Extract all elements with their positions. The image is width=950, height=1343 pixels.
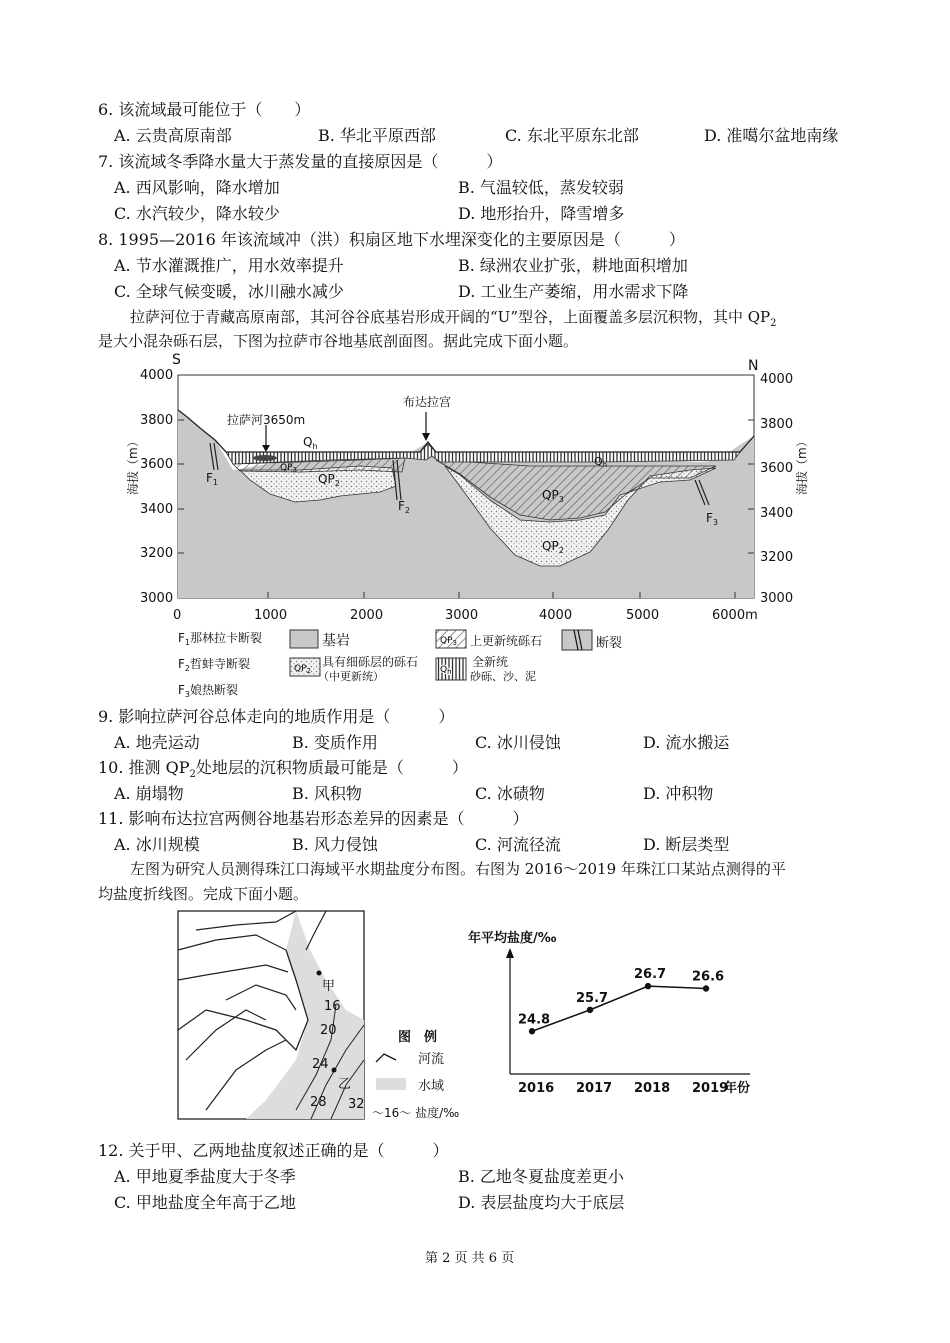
- series-line: [532, 986, 706, 1031]
- q11-option-a: A. 冰川规模: [114, 835, 200, 854]
- y-tick: 3800: [140, 413, 174, 428]
- data-point: [587, 1007, 593, 1013]
- q7-option-d: D. 地形抬升，降雪增多: [458, 204, 625, 223]
- south-label: S: [172, 352, 181, 368]
- q11-option-d: D. 断层类型: [643, 835, 730, 854]
- q7-option-a: A. 西风影响，降水增加: [114, 178, 280, 197]
- label-qp2-left: $QP_2$: [318, 472, 340, 488]
- q8-option-c: C. 全球气候变暖，冰川融水减少: [114, 282, 344, 301]
- salinity-map: [176, 910, 476, 1122]
- x-tick: 4000: [539, 608, 573, 623]
- map-legend-water: 水域: [418, 1079, 445, 1094]
- y-axis-label-right: 海拔（m）: [795, 435, 809, 495]
- map-legend-isoline: ～16～ 盐度/‰: [372, 1106, 460, 1120]
- q10-option-a: A. 崩塌物: [114, 784, 184, 803]
- y-tick-right: 4000: [760, 372, 794, 387]
- label-jia: 甲: [322, 979, 336, 994]
- isoline-20: 20: [320, 1023, 337, 1038]
- x-tick-label: 2018: [634, 1081, 671, 1096]
- q6-option-c: C. 东北平原东北部: [505, 126, 639, 145]
- q12-option-c: C. 甲地盐度全年高于乙地: [114, 1193, 296, 1212]
- label-f3: $F_3$: [706, 511, 718, 527]
- q8-stem: 8. 1995—2016 年该流域冲（洪）积扇区地下水埋深变化的主要原因是（ ）: [98, 230, 685, 249]
- y-tick: 3200: [140, 546, 174, 561]
- legend-qh-line2: 砂砾、沙、泥: [470, 670, 536, 683]
- q8-option-b: B. 绿洲农业扩张，耕地面积增加: [458, 256, 688, 275]
- q12-stem: 12. 关于甲、乙两地盐度叙述正确的是（ ）: [98, 1141, 449, 1160]
- isoline-24: 24: [312, 1057, 329, 1072]
- label-yi: 乙: [338, 1077, 352, 1092]
- x-tick: 1000: [254, 608, 288, 623]
- chart-title: 年平均盐度/‰: [468, 931, 557, 946]
- data-label: 24.8: [518, 1012, 551, 1028]
- q6-option-a: A. 云贵高原南部: [114, 126, 232, 145]
- data-point: [645, 983, 651, 989]
- salinity-line-chart: [460, 920, 800, 1100]
- data-point: [529, 1028, 535, 1034]
- q10-option-c: C. 冰碛物: [475, 784, 545, 803]
- point-jia: [317, 971, 322, 976]
- q8-option-a: A. 节水灌溉推广，用水效率提升: [114, 256, 344, 275]
- point-yi: [332, 1068, 337, 1073]
- y-tick: 3400: [140, 502, 174, 517]
- x-tick: 2000: [350, 608, 384, 623]
- data-label: 25.7: [576, 990, 609, 1006]
- q9-stem: 9. 影响拉萨河谷总体走向的地质作用是（ ）: [98, 707, 455, 726]
- x-tick-label: 2016: [518, 1081, 555, 1096]
- x-tick: 5000: [626, 608, 660, 623]
- legend-f3: $F_3$娘热断裂: [178, 683, 239, 699]
- chart-x-label: 年份: [724, 1081, 751, 1096]
- map-legend-title: 图 例: [398, 1030, 438, 1045]
- label-qp2-right: $QP_2$: [542, 539, 564, 555]
- passage2-line1: 拉萨河位于青藏高原南部，其河谷谷底基岩形成开阔的“U”型谷，上面覆盖多层沉积物，其中 $QP_2$: [130, 308, 777, 329]
- q11-option-c: C. 河流径流: [475, 835, 561, 854]
- legend-qp3: 上更新统砾石: [470, 634, 543, 648]
- map-legend-river: 河流: [418, 1052, 445, 1067]
- svg-text:QP3: $QP_3$: [440, 636, 457, 647]
- q11-option-b: B. 风力侵蚀: [292, 835, 378, 854]
- q12-option-a: A. 甲地夏季盐度大于冬季: [114, 1167, 296, 1186]
- isoline-28: 28: [310, 1095, 327, 1110]
- q6-option-d: D. 准噶尔盆地南缘: [704, 126, 839, 145]
- q9-option-c: C. 冰川侵蚀: [475, 733, 561, 752]
- label-f2: $F_2$: [398, 499, 410, 515]
- q10-stem: 10. 推测 $QP_2$处地层的沉积物质最可能是（ ）: [98, 758, 468, 781]
- x-tick-label: 2019: [692, 1081, 729, 1096]
- y-axis-label: 海拔（m）: [126, 435, 140, 495]
- data-label: 26.7: [634, 967, 667, 983]
- q6-stem: 6. 该流域最可能位于（ ）: [98, 100, 311, 119]
- q9-option-d: D. 流水搬运: [643, 733, 730, 752]
- label-qp3-right: $QP_3$: [542, 488, 564, 504]
- q7-option-b: B. 气温较低，蒸发较弱: [458, 178, 624, 197]
- q9-option-b: B. 变质作用: [292, 733, 378, 752]
- q8-option-d: D. 工业生产萎缩，用水需求下降: [458, 282, 689, 301]
- x-tick-label: 2017: [576, 1081, 613, 1096]
- legend-qp2-line1: 具有细砾层的砾石: [322, 655, 419, 669]
- legend-fault: 断裂: [596, 636, 623, 651]
- svg-text:Qh: $Q_h$: [440, 665, 452, 676]
- north-label: N: [748, 358, 759, 374]
- y-tick-right: 3800: [760, 417, 794, 432]
- q6-option-b: B. 华北平原西部: [318, 126, 436, 145]
- y-tick-right: 3600: [760, 461, 794, 476]
- data-label: 26.6: [692, 969, 725, 985]
- palace-label: 布达拉宫: [403, 395, 452, 409]
- y-tick-right: 3200: [760, 550, 794, 565]
- isoline-16: 16: [324, 999, 341, 1014]
- x-tick: 6000m: [712, 608, 758, 623]
- isoline-32: 32: [348, 1097, 365, 1112]
- legend-bedrock: 基岩: [322, 633, 350, 649]
- q7-stem: 7. 该流域冬季降水量大于蒸发量的直接原因是（ ）: [98, 152, 503, 171]
- y-tick: 4000: [140, 368, 174, 383]
- q9-option-a: A. 地壳运动: [114, 733, 200, 752]
- river-label: 拉萨河3650m: [227, 413, 306, 427]
- label-qh-left: $Q_h$: [303, 435, 318, 451]
- svg-text:QP2: $QP_2$: [294, 664, 311, 675]
- legend-bedrock-swatch: [290, 630, 318, 648]
- data-point: [703, 985, 709, 991]
- passage3-line1: 左图为研究人员测得珠江口海域平水期盐度分布图。右图为 2016～2019 年珠江口某站点测得的平: [130, 860, 786, 878]
- label-qh-right: Qh: [594, 455, 608, 469]
- legend-qp2-line2: （中更新统）: [318, 670, 384, 683]
- y-tick: 3600: [140, 457, 174, 472]
- q11-stem: 11. 影响布达拉宫两侧谷地基岩形态差异的因素是（ ）: [98, 809, 529, 828]
- x-tick: 0: [173, 608, 182, 623]
- q10-option-b: B. 风积物: [292, 784, 362, 803]
- q7-option-c: C. 水汽较少，降水较少: [114, 204, 280, 223]
- q10-option-d: D. 冲积物: [643, 784, 714, 803]
- y-tick: 3000: [140, 591, 174, 606]
- legend-f2: $F_2$哲蚌寺断裂: [178, 657, 251, 673]
- label-f1: $F_1$: [206, 471, 218, 487]
- lhasa-river: [253, 455, 277, 461]
- q12-option-d: D. 表层盐度均大于底层: [458, 1193, 625, 1212]
- label-qp3-left: $QP_3$: [280, 463, 297, 474]
- x-tick: 3000: [445, 608, 479, 623]
- y-tick-right: 3400: [760, 506, 794, 521]
- page-footer: 第 2 页 共 6 页: [425, 1251, 515, 1266]
- passage2-line2: 是大小混杂砾石层，下图为拉萨市谷地基底剖面图。据此完成下面小题。: [98, 332, 579, 350]
- q12-option-b: B. 乙地冬夏盐度差更小: [458, 1167, 624, 1186]
- legend-f1: $F_1$那林拉卡断裂: [178, 631, 263, 647]
- y-tick-right: 3000: [760, 591, 794, 606]
- legend-qh-line1: 全新统: [472, 655, 509, 669]
- passage3-line2: 均盐度折线图。完成下面小题。: [98, 885, 309, 903]
